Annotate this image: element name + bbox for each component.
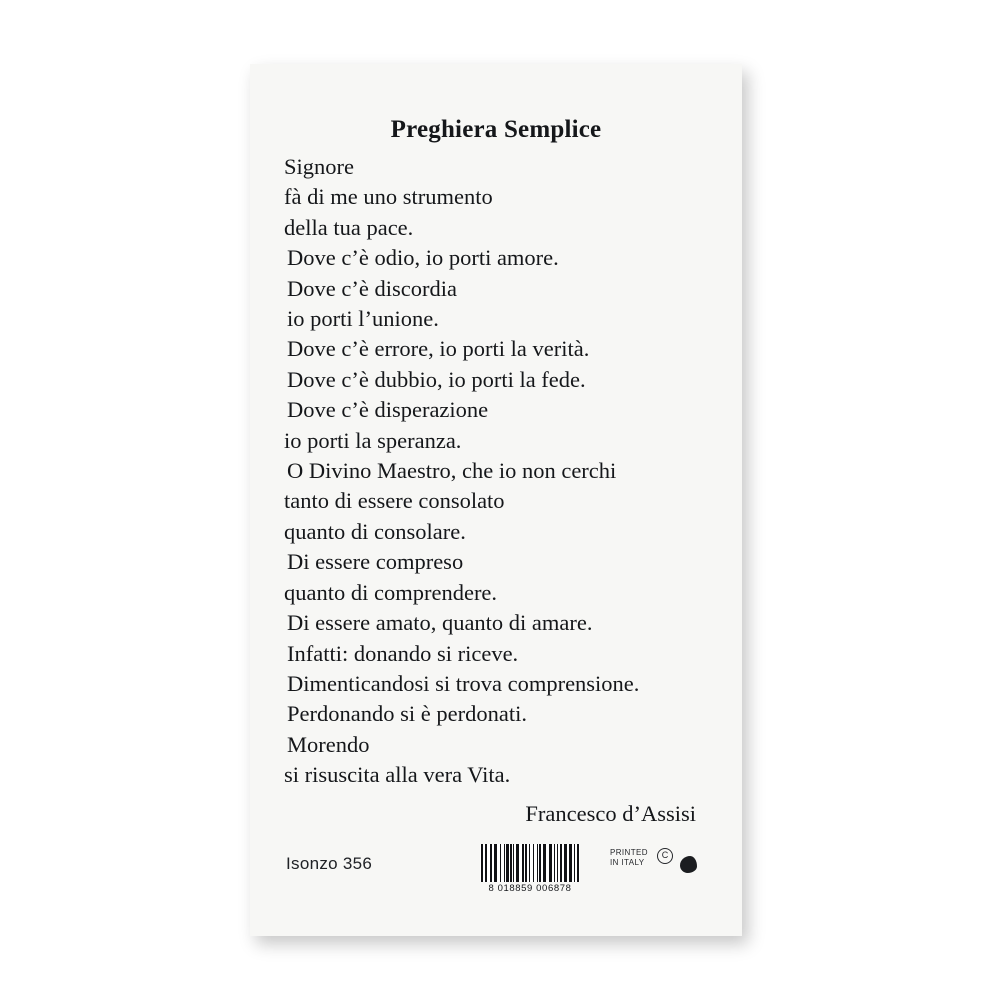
prayer-line: Dove c’è discordia [287,275,457,301]
copyright-icon: C [657,848,673,864]
printed-line-1: PRINTED [610,848,648,857]
prayer-line: io porti l’unione. [287,306,439,332]
prayer-line: Signore [284,154,354,179]
page-title: Preghiera Semplice [390,116,602,143]
prayer-line: quanto di comprendere. [284,579,498,605]
prayer-line: io porti la speranza. [284,427,462,453]
card-footer [284,844,716,900]
prayer-line: Dove c’è disperazione [287,397,489,423]
printed-in-italy-label [610,848,648,867]
prayer-line: Morendo [287,731,370,757]
barcode-bars [480,844,580,882]
prayer-line: Infatti: donando si riceve. [287,640,519,666]
prayer-line: Dove c’è odio, io porti amore. [287,245,559,271]
prayer-card-content [250,64,742,936]
prayer-card [250,64,742,936]
prayer-line: Di essere compreso [287,549,464,575]
prayer-line: Dove c’è errore, io porti la verità. [287,336,590,362]
prayer-text [284,152,708,791]
prayer-line: Dove c’è dubbio, io porti la fede. [287,366,586,392]
catalog-code: Isonzo 356 [286,854,373,873]
prayer-line: si risuscita alla vera Vita. [284,762,511,788]
prayer-line: quanto di consolare. [284,518,466,544]
printed-in-italy-mark [610,848,720,878]
prayer-line: della tua pace. [284,214,414,240]
ink-blob-icon [680,856,697,873]
prayer-line: Perdonando si è perdonati. [287,701,527,727]
prayer-line: Di essere amato, quanto di amare. [287,610,593,636]
prayer-author: Francesco d’Assisi [525,800,696,826]
prayer-line: Dimenticandosi si trova comprensione. [287,670,640,696]
printed-line-2: IN ITALY [610,857,645,867]
prayer-line: tanto di essere consolato [284,488,505,514]
barcode [480,844,580,900]
barcode-digits: 8 018859 006878 [488,883,572,894]
prayer-line: O Divino Maestro, che io non cerchi [287,458,617,484]
prayer-line: fà di me uno strumento [284,184,493,210]
